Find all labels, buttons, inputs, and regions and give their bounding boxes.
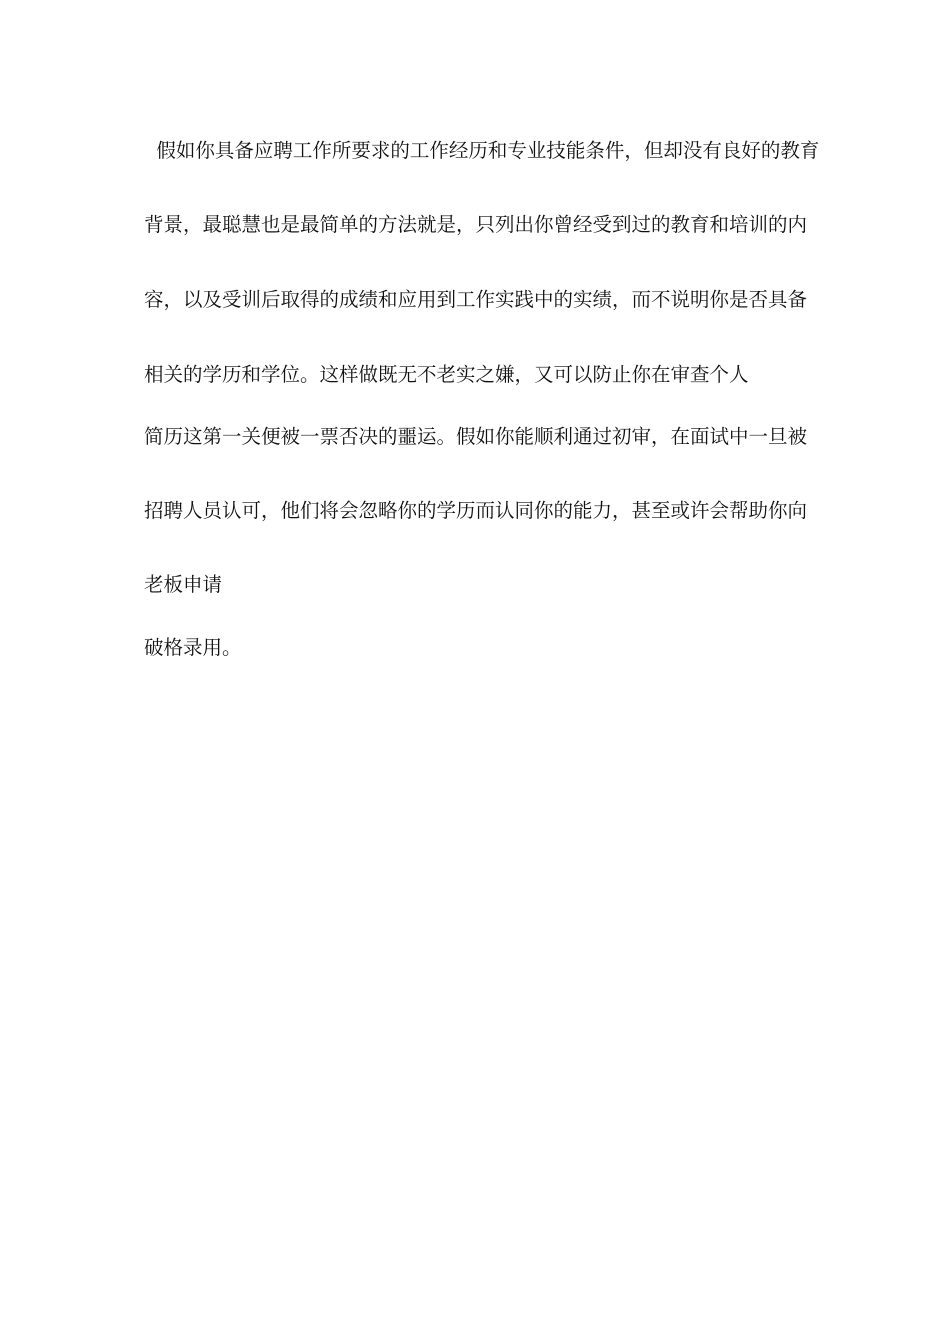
paragraph-line: 容，以及受训后取得的成绩和应用到工作实践中的实绩，而不说明你是否具备 bbox=[144, 288, 808, 311]
paragraph-line: 破格录用。 bbox=[144, 636, 242, 659]
paragraph-line: 老板申请 bbox=[144, 573, 223, 596]
paragraph-line: 假如你具备应聘工作所要求的工作经历和专业技能条件，但却没有良好的教育 bbox=[144, 139, 820, 162]
paragraph-line: 简历这第一关便被一票否决的噩运。假如你能顺利通过初审，在面试中一旦被 bbox=[144, 425, 808, 448]
paragraph-line: 招聘人员认可，他们将会忽略你的学历而认同你的能力，甚至或许会帮助你向 bbox=[144, 499, 808, 522]
paragraph-line: 相关的学历和学位。这样做既无不老实之嫌，又可以防止你在审查个人 bbox=[144, 363, 749, 386]
paragraph-line: 背景，最聪慧也是最简单的方法就是，只列出你曾经受到过的教育和培训的内 bbox=[144, 213, 808, 236]
